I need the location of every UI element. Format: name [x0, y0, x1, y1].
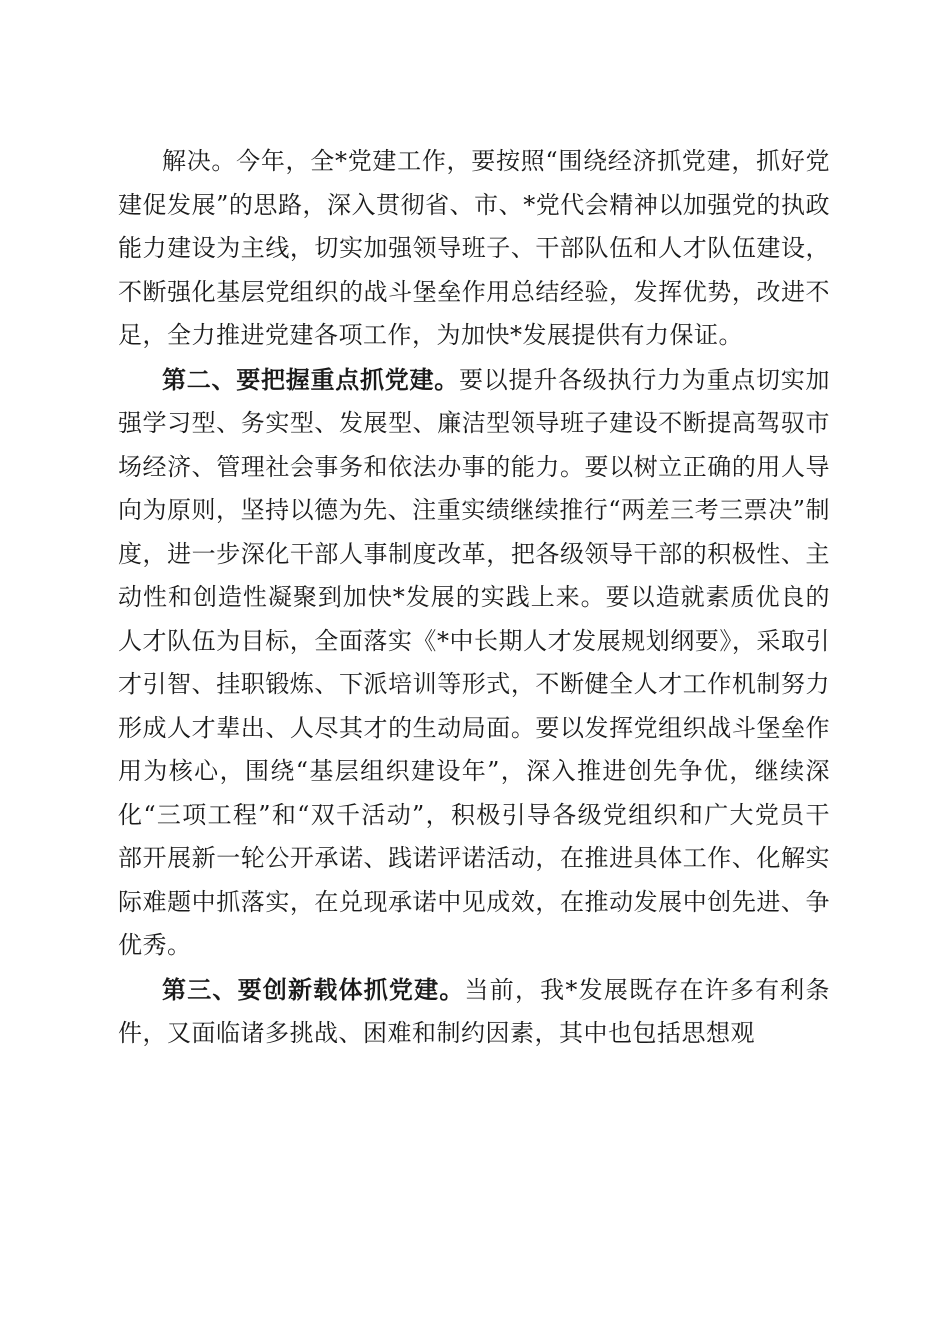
- paragraph-3: [118, 968, 830, 1056]
- document-body: [118, 140, 830, 1056]
- paragraph-3-heading: 第三、要创新载体抓党建。: [162, 974, 465, 1004]
- paragraph-2-text: 要以提升各级执行力为重点切实加强学习型、务实型、发展型、廉洁型领导班子建设不断提高驾驭市场经济、管理社会事务和依法办事的能力。要以树立正确的用人导向为原则，坚持以德为先、注重实绩继续推行“两差三考三票决”制度，进一步深化干部人事制度改革，把各级领导干部的积极性、主动性和创造性凝聚到加快*发展的实践上来。要以造就素质优良的人才队伍为目标，全面落实《*中长期人才发展规划纲要》，采取引才引智、挂职锻炼、下派培训等形式，不断健全人才工作机制努力形成人才辈出、人尽其才的生动局面。要以发挥党组织战斗堡垒作用为核心，围绕“基层组织建设年”，深入推进创先争优，继续深化“三项工程”和“双千活动”，积极引导各级党组织和广大党员干部开展新一轮公开承诺、践诺评诺活动，在推进具体工作、化解实际难题中抓落实，在兑现承诺中见成效，在推动发展中创先进、争优秀。: [118, 365, 830, 959]
- paragraph-2-heading: 第二、要把握重点抓党建。: [162, 364, 459, 394]
- paragraph-3-text: 当前，我*发展既存在许多有利条件，又面临诸多挑战、困难和制约因素，其中也包括思想观: [118, 975, 831, 1047]
- paragraph-1: [118, 140, 830, 358]
- paragraph-2: [118, 358, 830, 968]
- paragraph-1-text: 解决。今年，全*党建工作，要按照“围绕经济抓党建，抓好党建促发展”的思路，深入贯彻省、市、*党代会精神以加强党的执政能力建设为主线，切实加强领导班子、干部队伍和人才队伍建设，不断强化基层党组织的战斗堡垒作用总结经验，发挥优势，改进不足，全力推进党建各项工作，为加快*发展提供有力保证。: [118, 147, 830, 349]
